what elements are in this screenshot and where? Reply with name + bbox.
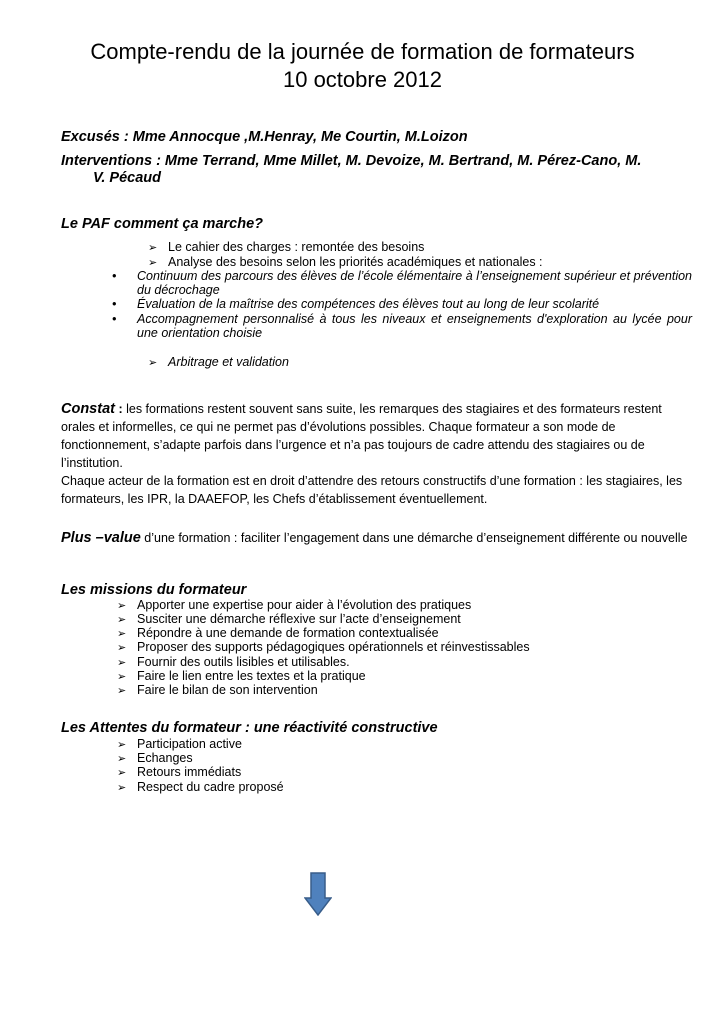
list-item: ➢ Respect du cadre proposé bbox=[117, 780, 284, 794]
list-item: ➢ Répondre à une demande de formation contextualisée bbox=[117, 626, 439, 640]
arrow-bullet-icon: ➢ bbox=[117, 782, 127, 794]
excuses-line: Excusés : Mme Annocque ,M.Henray, Me Courtin, M.Loizon bbox=[61, 129, 468, 145]
list-item: ➢ Apporter une expertise pour aider à l’évolution des pratiques bbox=[117, 598, 472, 612]
list-item: ➢ Analyse des besoins selon les priorités académiques et nationales : bbox=[148, 255, 543, 269]
list-item: • Accompagnement personnalisé à tous les niveaux et enseignements d'exploration au lycée pour une orientation choisie bbox=[112, 312, 692, 340]
arrow-bullet-icon: ➢ bbox=[117, 767, 127, 779]
doc-title-line2: 10 octobre 2012 bbox=[282, 67, 443, 92]
arrow-bullet-icon: ➢ bbox=[117, 685, 127, 697]
down-arrow-icon bbox=[304, 872, 332, 916]
arrow-bullet-icon: ➢ bbox=[117, 600, 127, 612]
list-item: • Continuum des parcours des élèves de l’école élémentaire à l’enseignement supérieur et prévention du décrochage bbox=[112, 269, 692, 297]
arrow-bullet-icon: ➢ bbox=[117, 739, 127, 751]
arrow-bullet-icon: ➢ bbox=[117, 614, 127, 626]
doc-title-line1: Compte-rendu de la journée de formation de formateurs bbox=[90, 39, 635, 64]
paf-heading: Le PAF comment ça marche? bbox=[61, 216, 263, 232]
plus-value-paragraph: Plus –value d’une formation : faciliter l’engagement dans une démarche d’enseignement différente ou nouvelle bbox=[61, 530, 688, 546]
list-item: ➢ Arbitrage et validation bbox=[148, 355, 289, 369]
arrow-bullet-icon: ➢ bbox=[117, 642, 127, 654]
bullet-icon: • bbox=[112, 269, 117, 283]
bullet-icon: • bbox=[112, 312, 117, 326]
list-item: ➢ Participation active bbox=[117, 737, 242, 751]
list-item: ➢ Echanges bbox=[117, 751, 193, 765]
constat-paragraph: Constat : les formations restent souvent sans suite, les remarques des stagiaires et des formateurs restent orales et informelles, ce qui ne permet pas d’évolutions possibles. Chaque formateur a son mode de fonctionnement, s’adapte parfois dans l’urgence et n’a pas toujours de cadre attendu des stagiaires ou de l’institution. Chaque acteur de la formation est en droit d’attendre des retours constructifs d’une formation : les stagiaires, les formateurs, les IPR, la DAAEFOP, les Chefs d’établissement éventuellement. bbox=[61, 401, 683, 506]
list-item: ➢ Faire le bilan de son intervention bbox=[117, 683, 318, 697]
plus-value-label: Plus –value bbox=[61, 530, 141, 546]
list-item: ➢ Proposer des supports pédagogiques opérationnels et réinvestissables bbox=[117, 640, 530, 654]
constat-text2: Chaque acteur de la formation est en droit d’attendre des retours constructifs d’une formation : les stagiaires, les formateurs, les IPR, la DAAEFOP, les Chefs d’établissement éventuellement. bbox=[61, 474, 683, 506]
list-item: ➢ Susciter une démarche réflexive sur l’acte d’enseignement bbox=[117, 612, 461, 626]
list-item: ➢ Faire le lien entre les textes et la pratique bbox=[117, 669, 366, 683]
list-item: ➢ Fournir des outils lisibles et utilisables. bbox=[117, 655, 350, 669]
list-item: ➢ Le cahier des charges : remontée des besoins bbox=[148, 240, 425, 254]
attentes-heading: Les Attentes du formateur : une réactivité constructive bbox=[61, 720, 438, 736]
arrow-bullet-icon: ➢ bbox=[117, 671, 127, 683]
list-item: ➢ Retours immédiats bbox=[117, 765, 242, 779]
bullet-icon: • bbox=[112, 297, 117, 311]
arrow-bullet-icon: ➢ bbox=[117, 753, 127, 765]
arrow-bullet-icon: ➢ bbox=[117, 657, 127, 669]
arrow-bullet-icon: ➢ bbox=[148, 242, 158, 254]
missions-heading: Les missions du formateur bbox=[61, 582, 247, 598]
interventions-line1: Interventions : Mme Terrand, Mme Millet, M. Devoize, M. Bertrand, M. Pérez-Cano, M. bbox=[61, 153, 642, 169]
constat-label: Constat bbox=[61, 401, 115, 417]
arrow-bullet-icon: ➢ bbox=[117, 628, 127, 640]
arrow-bullet-icon: ➢ bbox=[148, 257, 158, 269]
interventions-line2: V. Pécaud bbox=[93, 170, 161, 186]
list-item: • Évaluation de la maîtrise des compétences des élèves tout au long de leur scolarité bbox=[112, 297, 600, 311]
arrow-bullet-icon: ➢ bbox=[148, 357, 158, 369]
